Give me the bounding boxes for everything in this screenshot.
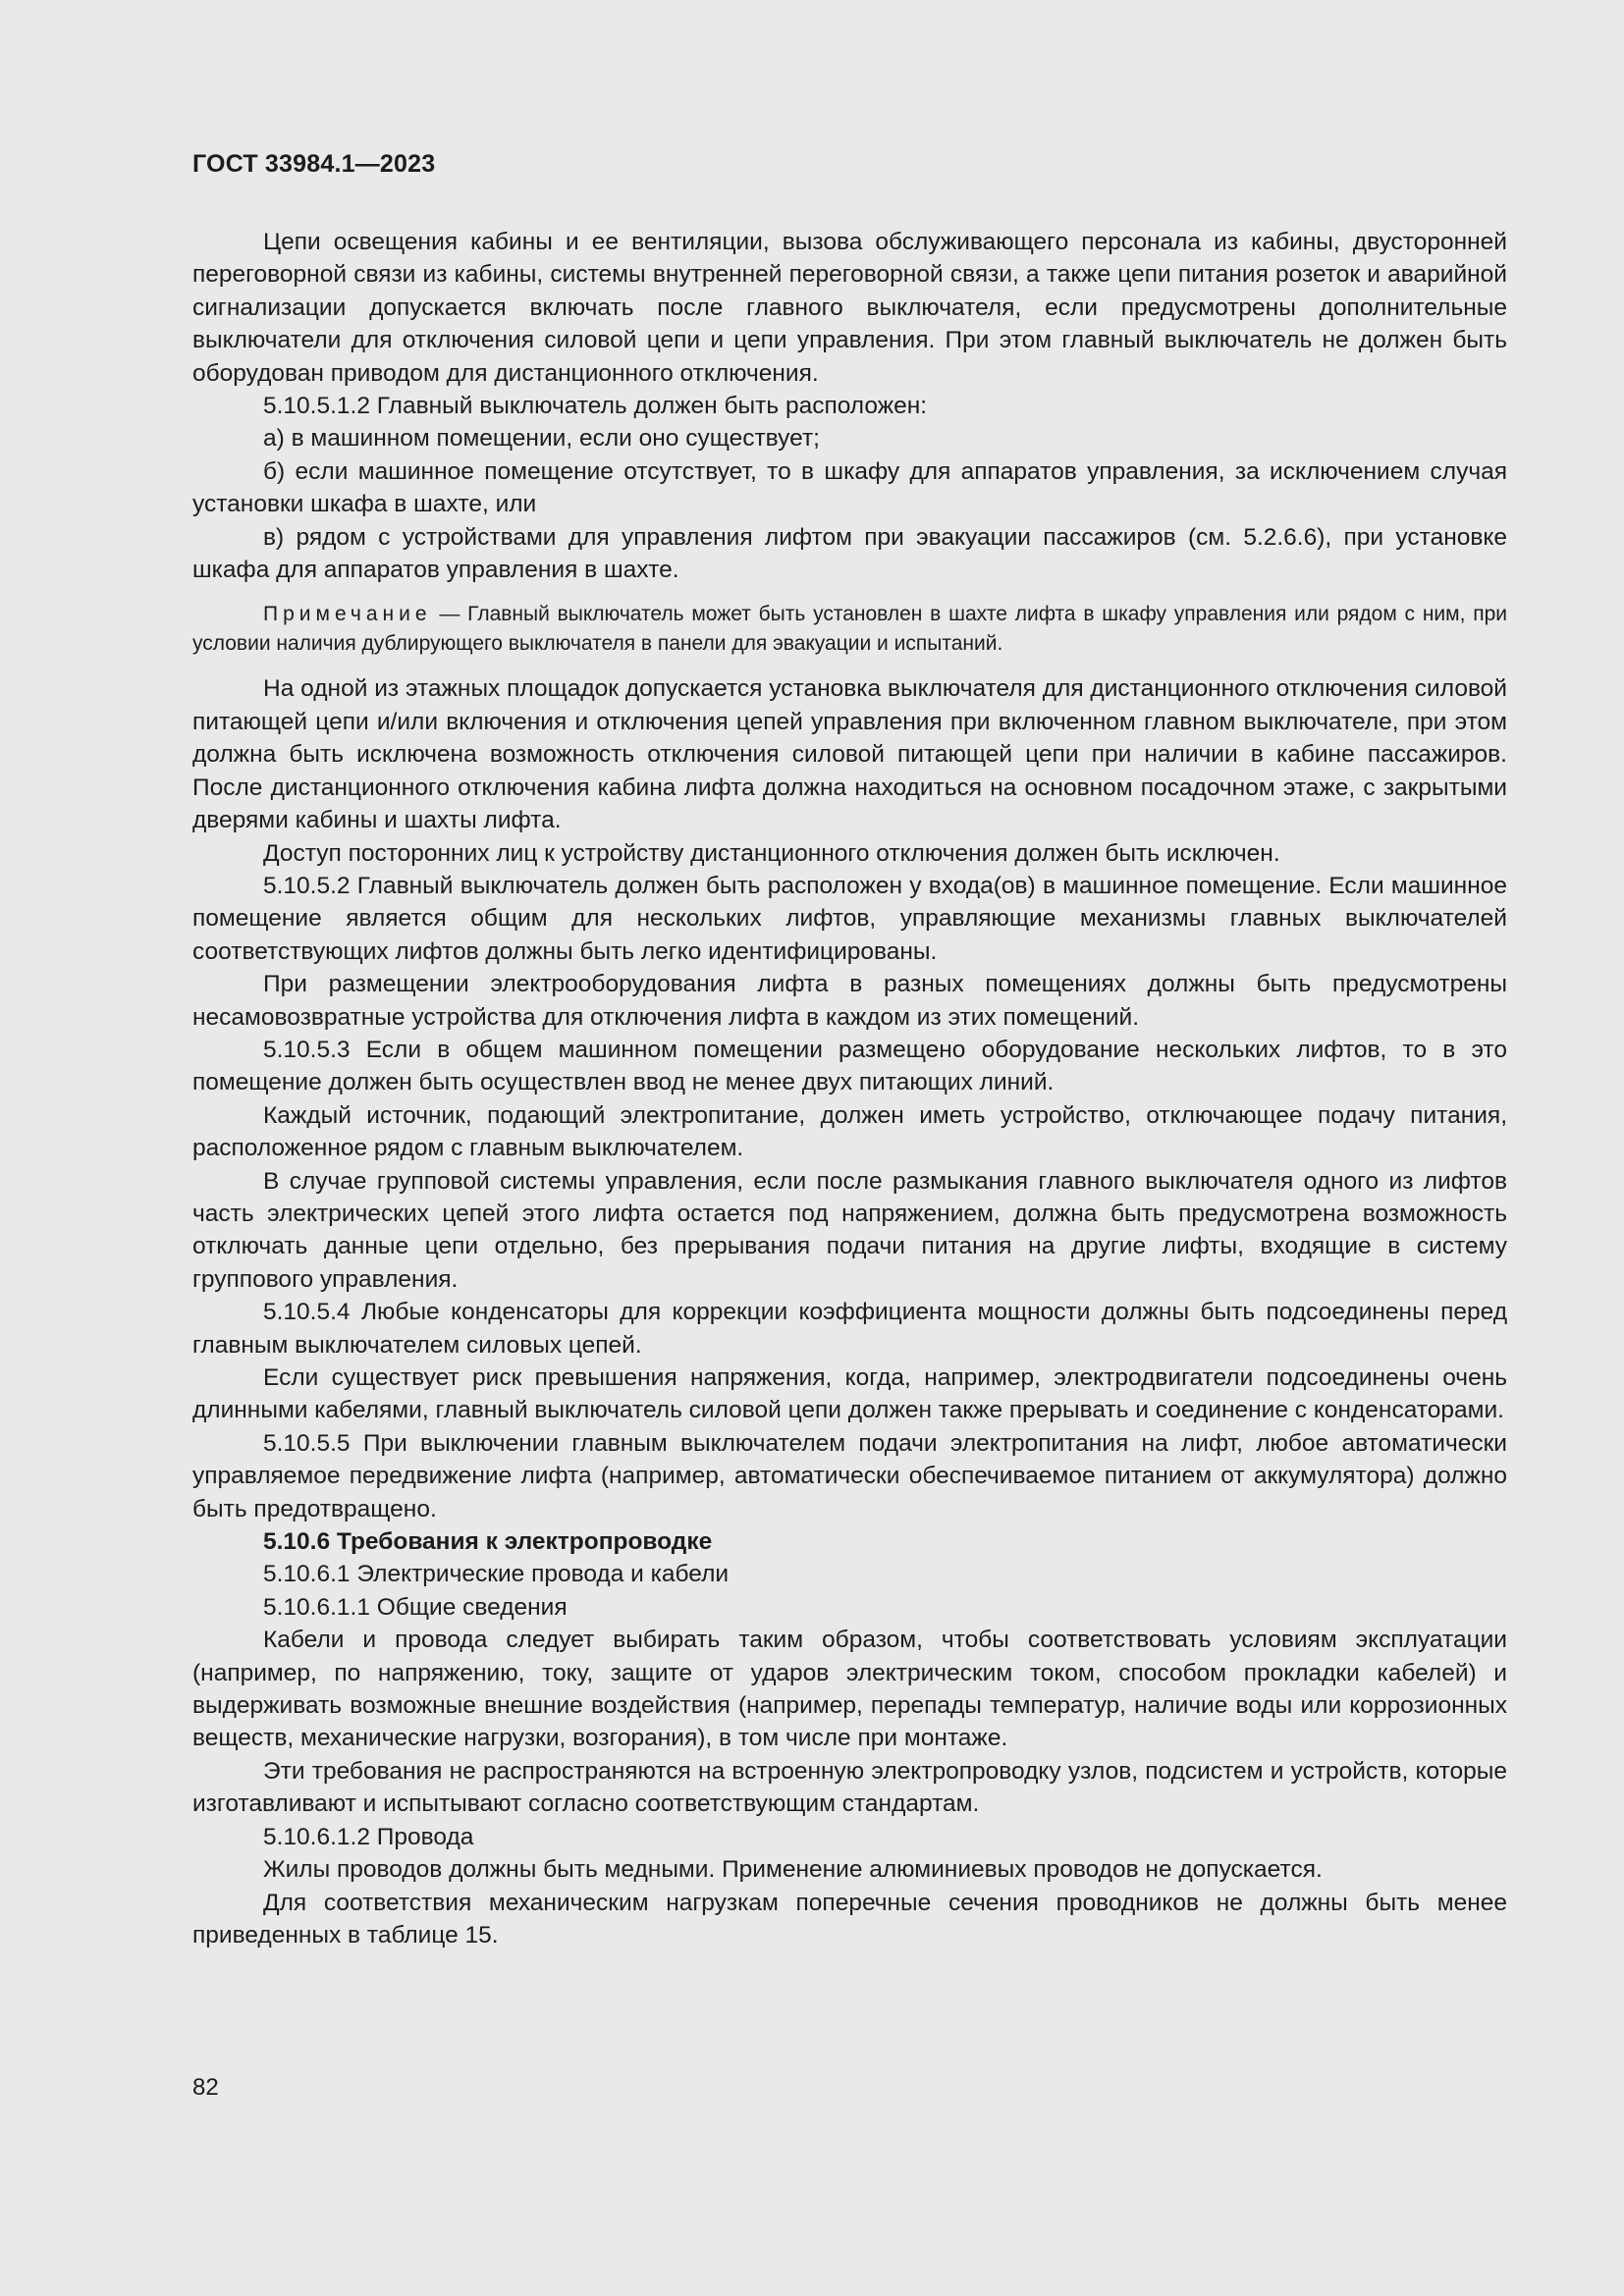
paragraph: 5.10.5.5 При выключении главным выключателем подачи электропитания на лифт, любое автоматически управляемое передвижение лифта (например, автоматически обеспечиваемое питанием от аккумулятора) должно быть предотвращено. (192, 1429, 1507, 1522)
subsection-heading: 5.10.6.1 Электрические провода и кабели (263, 1561, 730, 1588)
paragraph: На одной из этажных площадок допускается установка выключателя для дистанционного отключения силовой питающей цепи и/или включения и отключения цепей управления при включенном главном выключателе, при этом должна быть исключена возможность отключения силовой питающей цепи при наличии в кабине пассажиров. После дистанционного отключения кабина лифта должна находиться на основном посадочном этаже, с закрытыми дверями кабины и шахты лифта. (192, 675, 1507, 834)
paragraph: Эти требования не распространяются на встроенную электропроводку узлов, подсистем и устройств, которые изготавливают и испытывают согласно соответствующим стандартам. (192, 1757, 1507, 1818)
note-label: Примечание (263, 603, 432, 626)
paragraph: Кабели и провода следует выбирать таким образом, чтобы соответствовать условиям эксплуатации (например, по напряжению, току, защите от ударов электрическим током, способом прокладки кабелей) и выдерживать возможные внешние воздействия (например, перепады температур, наличие воды или коррозионных веществ, механические нагрузки, возгорания), в том числе при монтаже. (192, 1627, 1507, 1752)
paragraph: В случае групповой системы управления, если после размыкания главного выключателя одного из лифтов часть электрических цепей этого лифта остается под напряжением, должна быть предусмотрена возможность отключать данные цепи отдельно, без прерывания подачи питания на другие лифты, входящие в систему группового управления. (192, 1167, 1507, 1293)
note-dash: — (431, 603, 468, 626)
paragraph: Если существует риск превышения напряжения, когда, например, электродвигатели подсоединены очень длинными кабелями, главный выключатель силовой цепи должен также прерывать и соединение с конденсаторами. (192, 1364, 1507, 1424)
paragraph: Каждый источник, подающий электропитание, должен иметь устройство, отключающее подачу питания, расположенное рядом с главным выключателем. (192, 1101, 1507, 1162)
paragraph: 5.10.5.3 Если в общем машинном помещении размещено оборудование нескольких лифтов, то в это помещение должен быть осуществлен ввод не менее двух питающих линий. (192, 1036, 1507, 1096)
paragraph: Жилы проводов должны быть медными. Применение алюминиевых проводов не допускается. (263, 1856, 1323, 1884)
section-heading: 5.10.6 Требования к электропроводке (263, 1528, 713, 1556)
list-item: б) если машинное помещение отсутствует, то в шкафу для аппаратов управления, за исключением случая установки шкафа в шахте, или (192, 457, 1507, 518)
note (192, 600, 1507, 659)
paragraph: Цепи освещения кабины и ее вентиляции, вызова обслуживающего персонала из кабины, двусторонней переговорной связи из кабины, системы внутренней переговорной связи, а также цепи питания розеток и аварийной сигнализации допускается включать после главного выключателя, если предусмотрены дополнительные выключатели для отключения силовой цепи и цепи управления. При этом главный выключатель не должен быть оборудован приводом для дистанционного отключения. (192, 229, 1507, 387)
paragraph: При размещении электрооборудования лифта в разных помещениях должны быть предусмотрены несамовозвратные устройства для отключения лифта в каждом из этих помещений. (192, 971, 1507, 1031)
subsection-heading: 5.10.6.1.1 Общие сведения (263, 1593, 568, 1621)
note-text: Главный выключатель может быть установлен в шахте лифта в шкафу управления или рядом с ним, при условии наличия дублирующего выключателя в панели для эвакуации и испытаний. (192, 603, 1507, 656)
document-body (192, 226, 1507, 1951)
paragraph: Для соответствия механическим нагрузкам поперечные сечения проводников не должны быть менее приведенных в таблице 15. (192, 1889, 1507, 1949)
list-item: в) рядом с устройствами для управления лифтом при эвакуации пассажиров (см. 5.2.6.6), при установке шкафа для аппаратов управления в шахте. (192, 523, 1507, 584)
page-number: 82 (192, 2074, 219, 2101)
document-header: ГОСТ 33984.1—2023 (192, 150, 436, 178)
subsection-heading: 5.10.6.1.2 Провода (263, 1823, 474, 1850)
paragraph: 5.10.5.4 Любые конденсаторы для коррекции коэффициента мощности должны быть подсоединены перед главным выключателем силовых цепей. (192, 1299, 1507, 1359)
paragraph: Доступ посторонних лиц к устройству дистанционного отключения должен быть исключен. (263, 839, 1280, 867)
paragraph: 5.10.5.1.2 Главный выключатель должен быть расположен: (263, 393, 928, 420)
paragraph: 5.10.5.2 Главный выключатель должен быть расположен у входа(ов) в машинное помещение. Если машинное помещение является общим для нескольких лифтов, управляющие механизмы главных выключателей соответствующих лифтов должны быть легко идентифицированы. (192, 872, 1507, 965)
list-item: а) в машинном помещении, если оно существует; (263, 425, 820, 453)
